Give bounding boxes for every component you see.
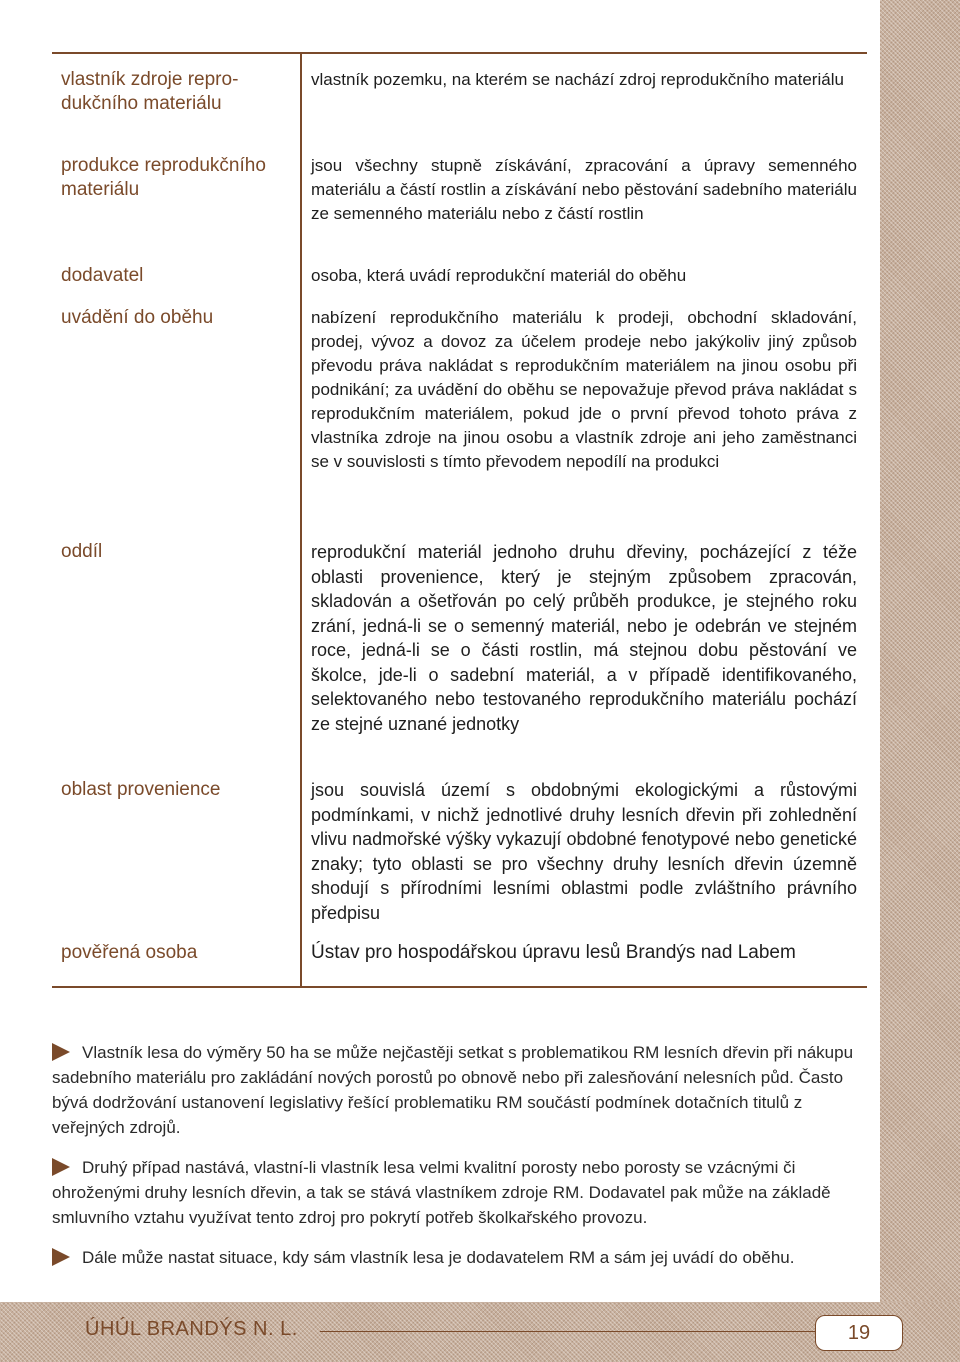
paragraph-text: Druhý případ nastává, vlastní-li vlastník lesa velmi kvalitní porosty nebo porosty se vzácnými či ohroženými druhy lesních dřevin, a tak se stává vlastníkem zdroje RM. Dodavatel pak může na základě smluvního vztahu využívat tento zdroj pro pokrytí potřeb školkařského provozu. (52, 1158, 831, 1227)
arrow-bullet-icon (52, 1043, 70, 1061)
footer-divider (320, 1331, 815, 1332)
page-number: 19 (815, 1315, 903, 1351)
paragraph (52, 1040, 858, 1140)
definitions-table (52, 52, 867, 988)
definition-cell: reprodukční materiál jednoho druhu dřeviny, pocházející z téže oblasti provenience, který je stejným způsobem zpracován, skladován a ošetřován po celý průběh produkce, je stejného roku zrání, jedná-li se o semenný materiál, nebo je odebrán ve stejném roce, jedná-li se o části rostlin, má stejnou dobu pěstování ve školce, jde-li o sadební materiál, a v případě identifikovaného, selektovaného nebo testovaného reprodukčního materiálu pochází ze stejné uznané jednotky (311, 542, 857, 734)
term-cell: uvádění do oběhu (61, 307, 214, 328)
arrow-bullet-icon (52, 1248, 70, 1266)
side-decorative-pattern (880, 0, 960, 1362)
term-cell: dodavatel (61, 265, 144, 286)
arrow-bullet-icon (52, 1158, 70, 1176)
definition-cell: vlastník pozemku, na kterém se nachází zdroj reprodukčního materiálu (311, 70, 844, 89)
body-paragraphs (52, 1040, 858, 1285)
term-cell: pověřená osoba (61, 942, 198, 963)
definition-cell: jsou všechny stupně získávání, zpracování a úpravy semenného materiálu a částí rostlin a získávání nebo pěstování sadebního materiálu ze semenného materiálu nebo z částí rostlin (311, 156, 857, 223)
paragraph-text: Dále může nastat situace, kdy sám vlastník lesa je dodavatelem RM a sám jej uvádí do oběhu. (82, 1248, 795, 1267)
term-cell: oblast provenience (61, 779, 221, 800)
footer-publisher: ÚHÚL BRANDÝS N. L. (85, 1318, 298, 1340)
definition-cell: nabízení reprodukčního materiálu k prodeji, obchodní skladování, prodej, vývoz a dovoz za účelem prodeje nebo jakýkoliv jiný způsob převodu práva nakládat s reprodukčním materiálem na jinou osobu při podnikání; za uvádění do oběhu se nepovažuje převod práva nakládat s reprodukčním materiálem, pokud jde o první převod tohoto práva z vlastníka zdroje na jinou osobu a vlastník zdroje ani jeho zaměstnanci se v souvislosti s tímto převodem nepodílí na produkci (311, 308, 857, 471)
definition-cell: jsou souvislá území s obdobnými ekologickými a růstovými podmínkami, v nichž jednotlivé druhy lesních dřevin při zohlednění vlivu nadmořské výšky vykazují obdobné fenotypové nebo genetické znaky; tyto oblasti se pro všechny druhy lesních dřevin územně shodují s přírodními lesními oblastmi podle zvláštního právního předpisu (311, 780, 857, 923)
term-cell: vlastník zdroje repro-dukčního materiálu (61, 69, 239, 114)
column-divider (300, 54, 302, 986)
paragraph (52, 1245, 858, 1270)
term-cell: produkce reprodukčního materiálu (61, 155, 266, 200)
paragraph (52, 1155, 858, 1230)
definition-cell: osoba, která uvádí reprodukční materiál do oběhu (311, 266, 687, 285)
definition-cell: Ústav pro hospodářskou úpravu lesů Brandýs nad Labem (311, 942, 796, 963)
term-cell: oddíl (61, 541, 103, 562)
paragraph-text: Vlastník lesa do výměry 50 ha se může nejčastěji setkat s problematikou RM lesních dřevin při nákupu sadebního materiálu pro zakládání nových porostů po obnově nebo při zalesňování nelesních půd. Často bývá dodržování ustanovení legislativy řešící problematiku RM součástí podmínek dotačních titulů z veřejných zdrojů. (52, 1043, 854, 1137)
